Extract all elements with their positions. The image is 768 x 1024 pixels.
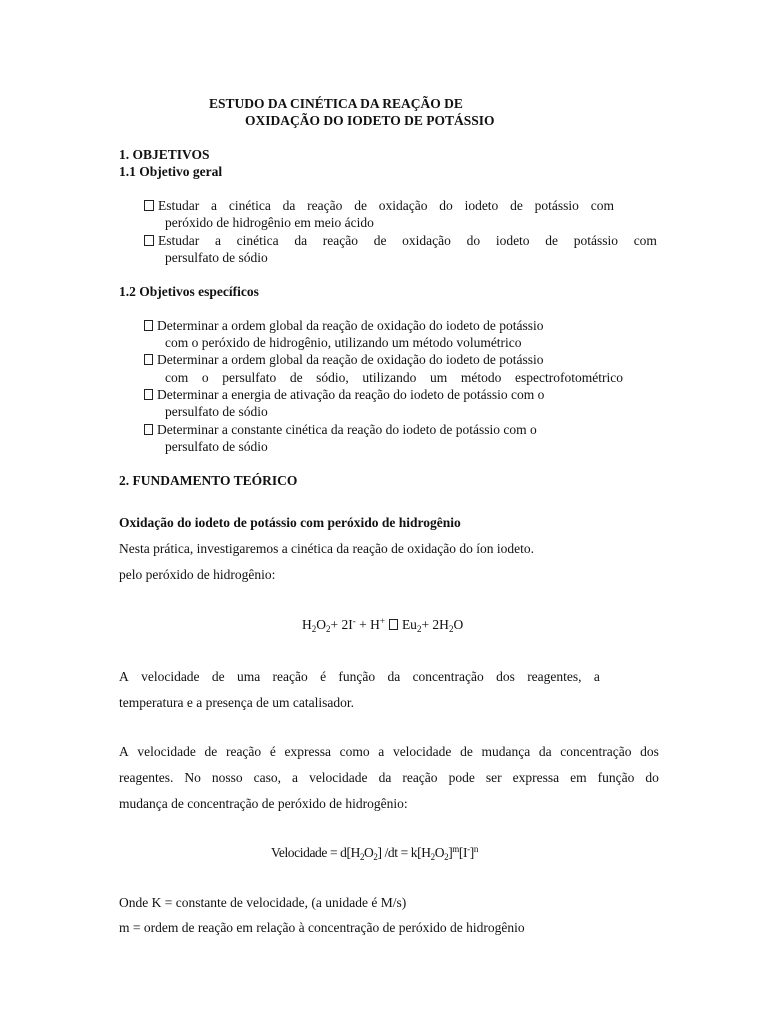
heading-objetivo-geral: 1.1 Objetivo geral <box>119 164 223 179</box>
bullet-icon <box>144 424 153 435</box>
list-item <box>144 386 544 404</box>
list-item-text-cont <box>165 369 623 387</box>
list-item-text: Determinar a energia de ativação da reação do iodeto de potássio com o <box>157 387 545 402</box>
paragraph-line: pelo peróxido de hidrogênio: <box>119 567 276 582</box>
paragraph-line: m = ordem de reação em relação à concentração de peróxido de hidrogênio <box>119 920 525 935</box>
bullet-icon <box>144 197 158 215</box>
list-item-text-1: Estudar a cinética da reação de oxidação do iodeto de potássio com <box>158 198 614 213</box>
paragraph-line: mudança de concentração de peróxido de hidrogênio: <box>119 796 408 811</box>
list-item-text-cont: peróxido de hidrogênio em meio ácido <box>165 215 374 230</box>
paragraph-line: A velocidade de uma reação é função da concentração dos reagentes, a <box>119 669 600 684</box>
heading-fundamento: 2. FUNDAMENTO TEÓRICO <box>119 473 298 488</box>
paragraph-line: Nesta prática, investigaremos a cinética da reação de oxidação do íon iodeto. <box>119 541 534 556</box>
list-item-text: Determinar a ordem global da reação de oxidação do iodeto de potássio <box>157 352 544 367</box>
list-item <box>144 317 543 335</box>
list-item <box>144 197 658 215</box>
equation-rate-law: Velocidade = $d[H_2O_2] /dt = k[H_2O_2]^m[I^-]^n$ <box>271 844 478 862</box>
paragraph-line: Onde K = constante de velocidade, (a unidade é M/s) <box>119 895 407 910</box>
list-item <box>144 232 657 250</box>
equation-reaction: $H_2O_2+ 2I^- + H^+$ $Eu_2+ 2H_2O$ <box>302 616 464 634</box>
doc-title-line2: OXIDAÇÃO DO IODETO DE POTÁSSIO <box>245 113 495 128</box>
heading-oxidacao: Oxidação do iodeto de potássio com peróxido de hidrogênio <box>119 515 461 530</box>
bullet-icon <box>144 232 158 250</box>
arrow-icon <box>389 619 398 630</box>
bullet-icon <box>144 320 153 331</box>
paragraph-line: temperatura e a presença de um catalisador. <box>119 695 355 710</box>
list-item-text-justified: com o persulfato de sódio, utilizando um método espectrofotométrico <box>165 370 623 385</box>
bullet-icon <box>144 389 153 400</box>
list-item <box>144 351 543 369</box>
heading-objetivos: 1. OBJETIVOS <box>119 147 210 162</box>
doc-title-line1: ESTUDO DA CINÉTICA DA REAÇÃO DE <box>209 96 463 111</box>
list-item-text-1: Estudar a cinética da reação de oxidação do iodeto de potássio com <box>158 233 657 248</box>
paragraph-line: reagentes. No nosso caso, a velocidade da reação pode ser expressa em função do <box>119 770 659 785</box>
list-item-text: Determinar a ordem global da reação de oxidação do iodeto de potássio <box>157 318 544 333</box>
list-item-text-cont: persulfato de sódio <box>165 439 268 454</box>
heading-objetivos-especificos: 1.2 Objetivos específicos <box>119 284 259 299</box>
list-item-text-cont: persulfato de sódio <box>165 404 268 419</box>
list-item-text-cont: persulfato de sódio <box>165 250 268 265</box>
list-item-text: Determinar a constante cinética da reação do iodeto de potássio com o <box>157 422 537 437</box>
paragraph-line: A velocidade de reação é expressa como a velocidade de mudança da concentração dos <box>119 744 659 759</box>
list-item <box>144 421 537 439</box>
list-item-text-cont: com o peróxido de hidrogênio, utilizando um método volumétrico <box>165 335 522 350</box>
bullet-icon <box>144 354 153 365</box>
